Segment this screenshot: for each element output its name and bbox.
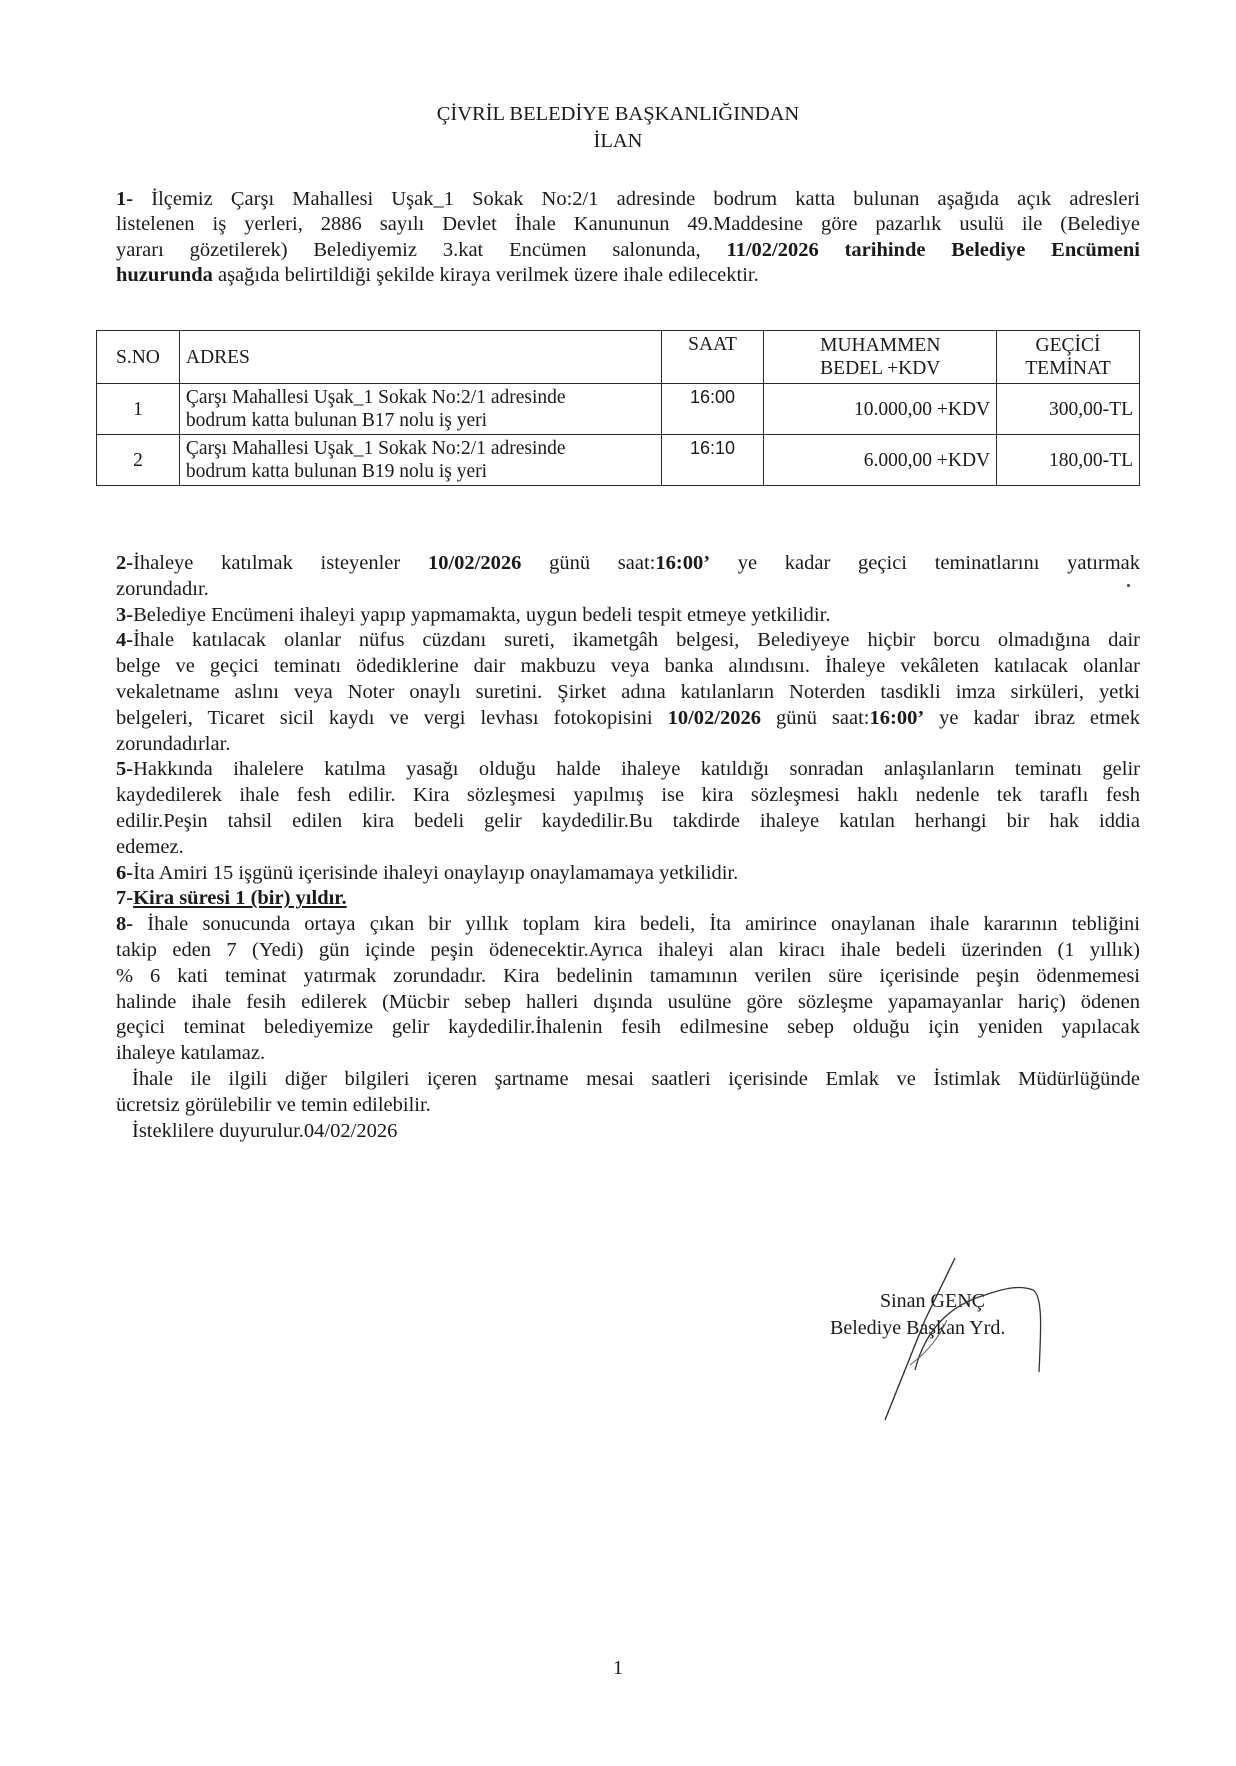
- cell-bedel: 10.000,00 +KDV: [764, 384, 997, 435]
- paragraph-item-4: 4-İhale katılacak olanlar nüfus cüzdanı sureti, ikametgâh belgesi, Belediyeye hiçbir borcu olmadığına dair: [116, 629, 1140, 652]
- cell-bedel: 6.000,00 +KDV: [764, 435, 997, 486]
- paragraph-item-6: 6-İta Amiri 15 işgünü içerisinde ihaleyi onaylayıp onaylamamaya yetkilidir.: [116, 861, 739, 884]
- document-subtitle: İLAN: [593, 130, 643, 152]
- auction-date: 11/02/2026 tarihinde Belediye Encümeni: [726, 238, 1140, 261]
- signature-block: [830, 1288, 1005, 1342]
- paragraph-item-7: 7-Kira süresi 1 (bir) yıldır.: [116, 887, 347, 910]
- cell-sno: 1: [97, 384, 180, 435]
- paragraph-item-5: 5-Hakkında ihalelere katılma yasağı olduğu halde ihaleye katıldığı sonradan anlaşılanların teminatı gelir: [116, 758, 1140, 781]
- table-row: [97, 435, 1140, 486]
- cell-saat: 16:10: [661, 435, 764, 486]
- cell-teminat: 180,00-TL: [997, 435, 1140, 486]
- cell-adres: Çarşı Mahallesi Uşak_1 Sokak No:2/1 adresinde bodrum katta bulunan B19 nolu iş yeri: [179, 435, 661, 486]
- closing-paragraph: İhale ile ilgili diğer bilgileri içeren şartname mesai saatleri içerisinde Emlak ve İstimlak Müdürlüğünde: [132, 1067, 1140, 1090]
- page-number: 1: [613, 1657, 623, 1679]
- column-header-adres: ADRES: [179, 331, 661, 384]
- cell-adres: Çarşı Mahallesi Uşak_1 Sokak No:2/1 adresinde bodrum katta bulunan B17 nolu iş yeri: [179, 384, 661, 435]
- paragraph-item-3: 3-Belediye Encümeni ihaleyi yapıp yapmamakta, uygun bedeli tespit etmeye yetkilidir.: [116, 603, 831, 626]
- column-header-teminat: GEÇİCİ TEMİNAT: [997, 331, 1140, 384]
- cell-saat: 16:00: [661, 384, 764, 435]
- paragraph-items: 2-İhaleye katılmak isteyenler 10/02/2026 günü saat:16:00’ ye kadar geçici teminatlarını yatırmak zorundadır. 3-Belediye Encümeni ihaleyi yapıp yapmamakta, uygun bedeli tespit etmeye yetkilidir. 4-İhale katılacak olanlar nüfus cüzdanı sureti, ikametgâh belgesi, Belediyeye hiçbir borcu olmadığına dair belge ve geçici teminatı ödediklerine dair makbuzu veya banka alındısını. İhaleye vekâleten katılacak olanlar vekaletname aslını veya Noter onaylı suretini. Şirket adına katılanların Noterden tasdikli imza sirküleri, yetki belgeleri, Ticaret sicil kaydı ve vergi levhası fotokopisini 10/02/2026 günü saat:16:00’ ye kadar ibraz etmek zorundadırlar. 5-Hakkında ihalelere katılma yasağı olduğu halde ihaleye katıldığı sonradan anlaşılanların teminatı gelir kaydedilerek ihale fesh edilir. Kira sözleşmesi yapılmış ise kira sözleşmesi haklı nedenle tek taraflı fesh edilir.Peşin tahsil edilen kira bedeli gelir kaydedilir.Bu takdirde ihaleye katılan herhangi bir hak iddia edemez. 6-İta Amiri 15 işgünü içerisinde ihaleyi onaylayıp onaylamamaya yetkilidir. 7-Kira süresi 1 (bir) yıldır. 8- İhale sonucunda ortaya çıkan bir yıllık toplam kira bedeli, İta amirince onaylanan ihale kararının tebliğini takip eden 7 (Yedi) gün içinde peşin ödenecektir.Ayrıca ihaleyi alan kiracı ihale bedeli üzerinden (1 yıllık) % 6 kati teminat yatırmak zorundadır. Kira bedelinin tamamının verilen süre içerisinde peşin ödenmemesi halinde ihale fesih edilerek (Mücbir sebep halleri dışında usulüne göre sözleşme yapamayanlar hariç) ödenen geçici teminat belediyemize gelir kaydedilir.İhalenin fesih edilmesine sebep olduğu için yeniden yapılacak ihaleye katılamaz. İhale ile ilgili diğer bilgileri içeren şartname mesai saatleri içerisinde Emlak ve İstimlak Müdürlüğünde ücretsiz görülebilir ve temin edilebilir. İsteklilere duyurulur.04/02/2026: [116, 551, 1140, 1144]
- announcement-date: İsteklilere duyurulur.04/02/2026: [132, 1119, 398, 1142]
- paragraph-item-8: 8- İhale sonucunda ortaya çıkan bir yıllık toplam kira bedeli, İta amirince onaylanan ihale kararının tebliğini: [116, 913, 1141, 936]
- signatory-name: Sinan GENÇ: [880, 1290, 985, 1312]
- document-title: ÇİVRİL BELEDİYE BAŞKANLIĞINDAN: [436, 103, 800, 125]
- column-header-saat: SAAT: [661, 331, 764, 384]
- cell-teminat: 300,00-TL: [997, 384, 1140, 435]
- paragraph-item-2: 2-İhaleye katılmak isteyenler 10/02/2026 günü saat:16:00’ ye kadar geçici teminatlarını yatırmak: [116, 552, 1141, 574]
- item-number: 1-: [116, 188, 134, 210]
- signatory-title: Belediye Başkan Yrd.: [830, 1317, 1006, 1339]
- column-header-bedel: MUHAMMEN BEDEL +KDV: [764, 331, 997, 384]
- auction-table: [96, 330, 1140, 486]
- paragraph-item-1: 1- İlçemiz Çarşı Mahallesi Uşak_1 Sokak No:2/1 adresinde bodrum katta bulunan aşağıda açık adresleri listelenen iş yerleri, 2886 sayılı Devlet İhale Kanununun 49.Maddesine göre pazarlık usulü ile (Belediye yararı gözetilerek) Belediyemiz 3.kat Encümen salonunda, 11/02/2026 tarihinde Belediye Encümeni huzurunda aşağıda belirtildiği şekilde kiraya verilmek üzere ihale edilecektir.: [116, 188, 1140, 286]
- table-header-row: [97, 331, 1140, 384]
- cell-sno: 2: [97, 435, 180, 486]
- scan-speck: [1127, 584, 1130, 587]
- table-row: [97, 384, 1140, 435]
- column-header-sno: S.NO: [97, 331, 180, 384]
